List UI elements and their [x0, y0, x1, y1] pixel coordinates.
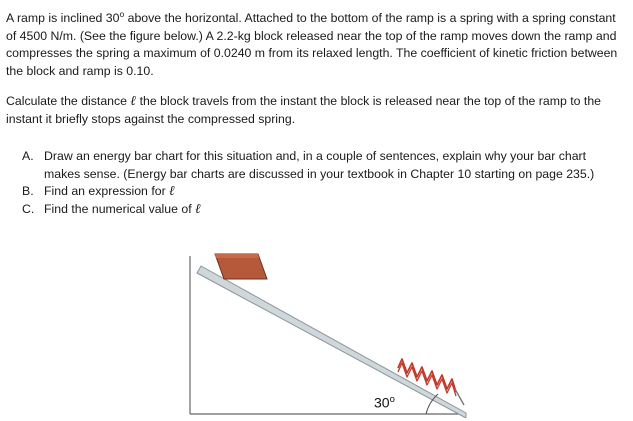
intro-paragraph	[6, 6, 626, 80]
part-b-label: B.	[22, 184, 34, 199]
part-b-symbol: ℓ	[169, 183, 175, 200]
part-a-text: Draw an energy bar chart for this situation and, in a couple of sentences, explain why your bar chart makes sense. (Energy bar charts are discussed in your textbook in Chapter 10 starting on page 235.)	[44, 149, 595, 181]
angle-value: 30	[374, 394, 390, 411]
question-text-post: the block travels from the instant the block is released near the top of the ramp to the instant it briefly stops against the compressed spring.	[6, 94, 602, 127]
intro-text-rest: above the horizontal. Attached to the bottom of the ramp is a spring with a spring constant of 4500 N/m. (See the figure below.) A 2.2-kg block released near the top of the ramp moves down the ramp and compresses the spring a maximum of 0.0240 m from its relaxed length. The coefficient of kinetic friction between the block and ramp is 0.10.	[6, 11, 618, 78]
part-c	[22, 201, 622, 219]
problem-statement	[6, 6, 626, 142]
part-c-text	[44, 201, 622, 219]
problem-parts-list	[22, 148, 622, 218]
intro-text-start: A ramp is inclined 30	[6, 11, 120, 26]
spring-coil	[398, 359, 456, 396]
spring-anchor	[455, 389, 464, 405]
part-a-label: A.	[22, 149, 34, 163]
distance-symbol: ℓ	[130, 93, 137, 110]
block-top-face	[215, 254, 259, 258]
part-b	[22, 183, 622, 201]
part-c-text-pre: Find the numerical value of	[44, 201, 196, 216]
part-b-text-pre: Find an expression for	[44, 184, 170, 199]
degree-symbol: o	[119, 9, 125, 19]
ramp-diagram-svg	[183, 246, 473, 418]
part-b-text	[44, 183, 622, 201]
ramp-figure	[183, 246, 473, 418]
inclined-ramp-surface	[197, 266, 466, 418]
question-text-pre: Calculate the distance	[6, 94, 131, 109]
angle-degree-symbol: o	[389, 394, 395, 405]
angle-label	[374, 394, 395, 411]
part-a	[22, 148, 622, 183]
part-c-label: C.	[22, 201, 35, 216]
question-paragraph	[6, 93, 626, 128]
part-c-symbol: ℓ	[195, 200, 201, 217]
